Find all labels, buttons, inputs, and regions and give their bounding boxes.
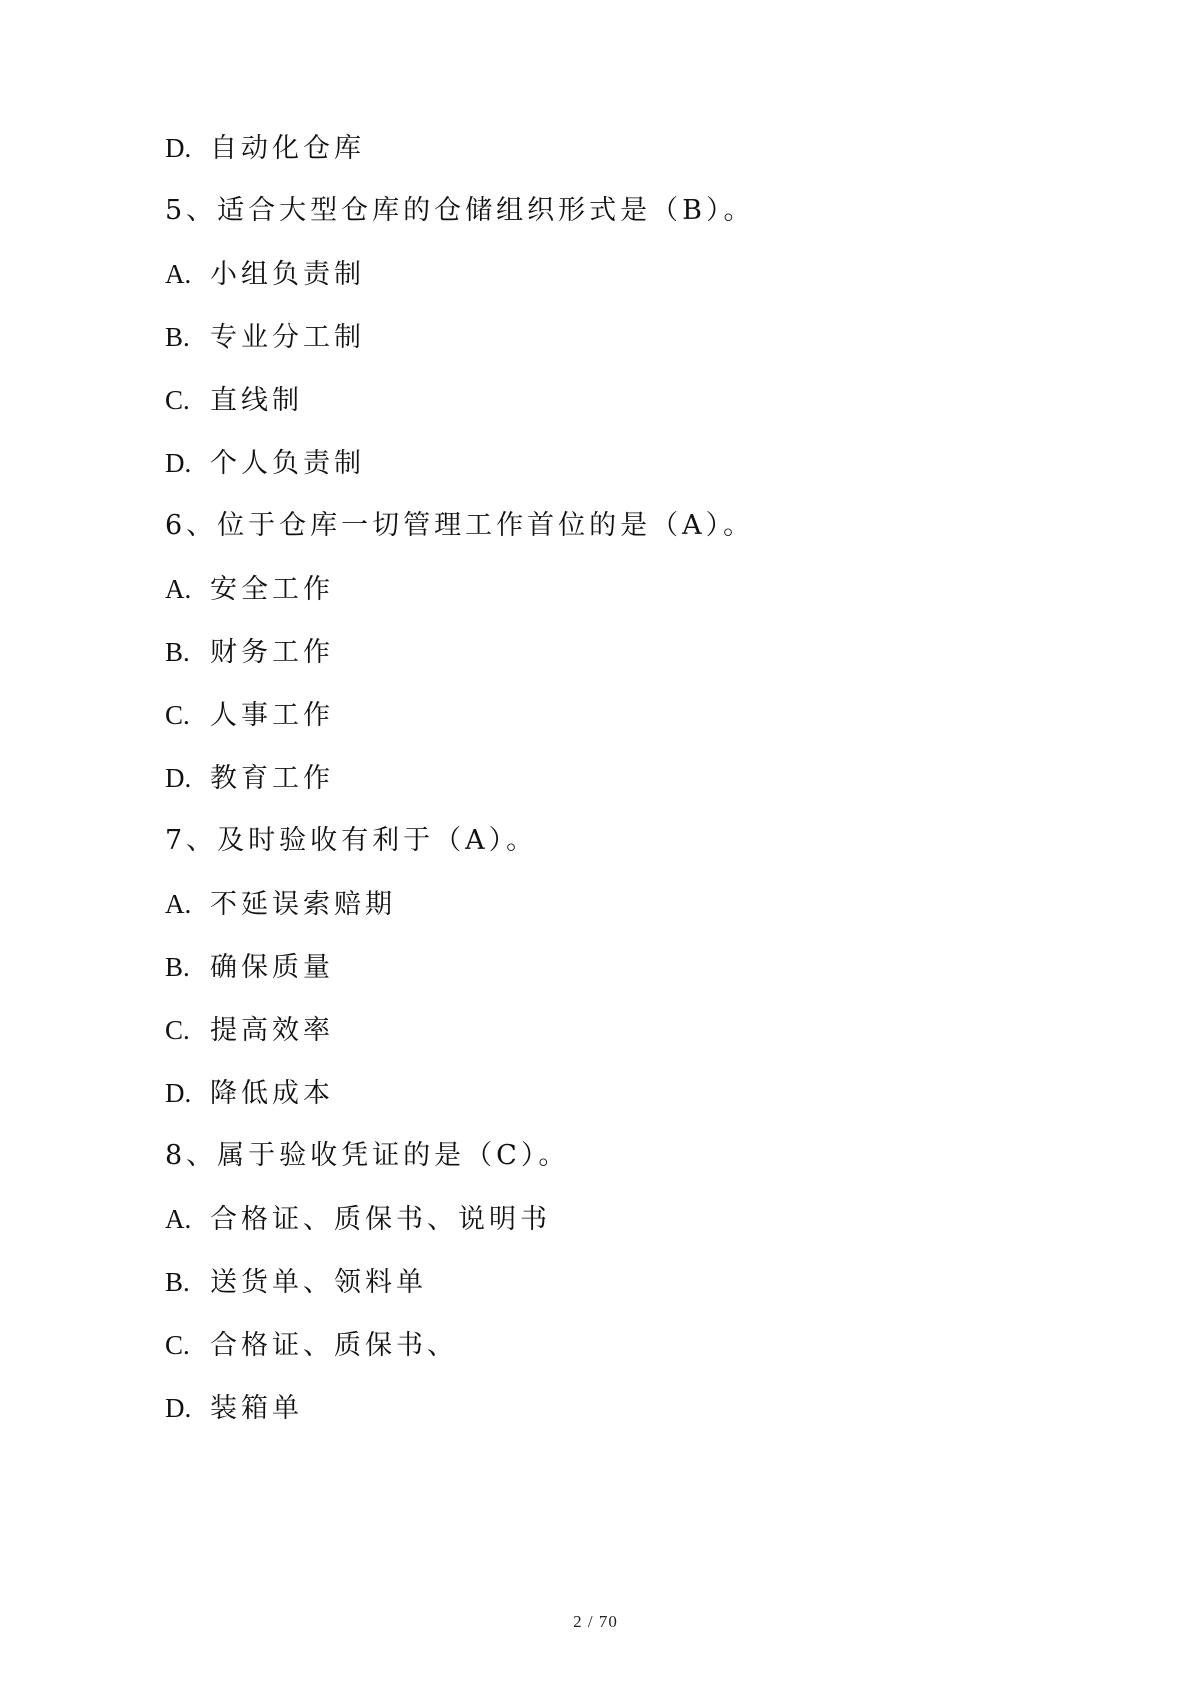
option-letter: D. — [165, 133, 192, 163]
question-text: 7、及时验收有利于（A）。 — [165, 825, 538, 856]
question-stem — [165, 1136, 569, 1176]
option-text: 确保质量 — [210, 952, 334, 983]
option-letter: A. — [165, 259, 192, 289]
option-text: 安全工作 — [210, 574, 334, 605]
answer-option — [165, 947, 334, 988]
option-text: 直线制 — [210, 385, 303, 416]
option-text: 合格证、质保书、 — [210, 1330, 458, 1361]
answer-option — [165, 317, 365, 358]
option-text: 降低成本 — [210, 1078, 334, 1109]
option-text: 教育工作 — [210, 763, 334, 794]
option-letter: C. — [165, 1330, 190, 1360]
option-text: 财务工作 — [210, 637, 334, 668]
answer-option — [165, 695, 334, 736]
option-letter: C. — [165, 700, 190, 730]
option-text: 送货单、领料单 — [210, 1267, 427, 1298]
option-letter: A. — [165, 889, 192, 919]
question-stem — [165, 191, 755, 231]
option-letter: B. — [165, 322, 190, 352]
page-number: 2 / 70 — [573, 1612, 618, 1631]
option-text: 个人负责制 — [210, 448, 365, 479]
option-text: 合格证、质保书、说明书 — [210, 1204, 551, 1235]
option-text: 自动化仓库 — [210, 133, 365, 164]
option-letter: D. — [165, 1393, 192, 1423]
option-letter: A. — [165, 1204, 192, 1234]
answer-option — [165, 758, 334, 799]
answer-option — [165, 1388, 303, 1429]
option-letter: D. — [165, 1078, 192, 1108]
option-text: 提高效率 — [210, 1015, 334, 1046]
answer-option — [165, 569, 334, 610]
option-letter: D. — [165, 763, 192, 793]
answer-option — [165, 1325, 458, 1366]
option-letter: C. — [165, 1015, 190, 1045]
option-letter: B. — [165, 1267, 190, 1297]
option-text: 小组负责制 — [210, 259, 365, 290]
answer-option — [165, 128, 365, 169]
option-letter: B. — [165, 952, 190, 982]
question-text: 5、适合大型仓库的仓储组织形式是（B）。 — [165, 195, 755, 226]
answer-option — [165, 1010, 334, 1051]
option-letter: D. — [165, 448, 192, 478]
option-text: 人事工作 — [210, 700, 334, 731]
option-letter: A. — [165, 574, 192, 604]
answer-option — [165, 1199, 551, 1240]
question-text: 8、属于验收凭证的是（C）。 — [165, 1140, 570, 1171]
question-stem — [165, 506, 754, 546]
option-text: 装箱单 — [210, 1393, 303, 1424]
question-text: 6、位于仓库一切管理工作首位的是（A）。 — [165, 510, 755, 541]
answer-option — [165, 254, 365, 295]
answer-option — [165, 443, 365, 484]
option-letter: B. — [165, 637, 190, 667]
answer-option — [165, 380, 303, 421]
answer-option — [165, 1073, 334, 1114]
answer-option — [165, 1262, 427, 1303]
option-text: 不延误索赔期 — [210, 889, 396, 920]
question-stem — [165, 821, 537, 861]
option-text: 专业分工制 — [210, 322, 365, 353]
option-letter: C. — [165, 385, 190, 415]
answer-option — [165, 884, 396, 925]
answer-option — [165, 632, 334, 673]
